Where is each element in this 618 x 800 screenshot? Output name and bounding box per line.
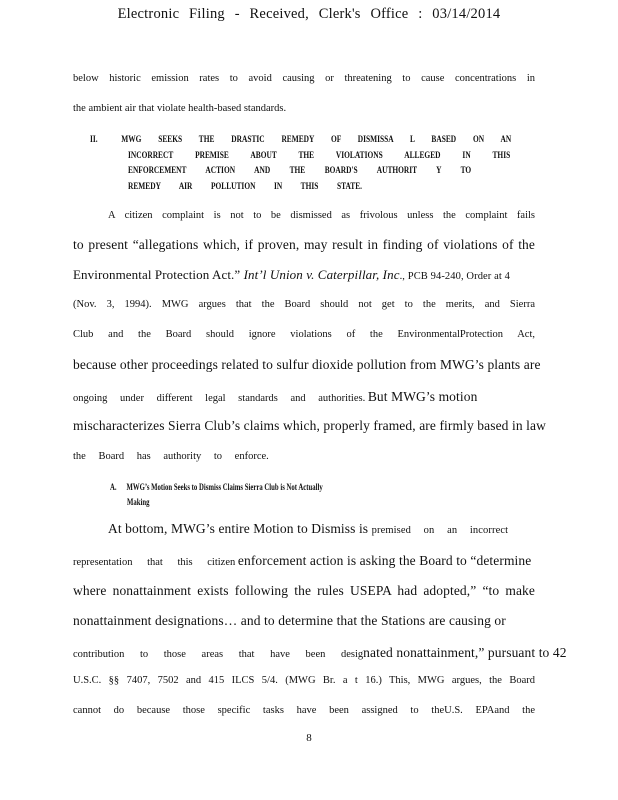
body-line: Club and the Board should ignore violations of the EnvironmentalProtection Act, xyxy=(73,329,535,340)
section-heading-line: INCORRECT PREMISE ABOUT THE VIOLATIONS ALLEGED IN THIS xyxy=(128,151,511,161)
body-line: the ambient air that violate health-based standards. xyxy=(73,103,287,114)
body-line: below historic emission rates to avoid causing or threatening to cause concentrations in xyxy=(73,73,535,84)
body-line: U.S.C. §§ 7407, 7502 and 415 ILCS 5/4. (MWG Br. a t 16.) This, MWG argues, the Board xyxy=(73,675,535,686)
body-line: cannot do because those specific tasks have been assigned to theU.S. EPAand the xyxy=(73,705,535,716)
body-line: representation that this citizen enforcement action is asking the Board to “determine xyxy=(73,553,532,568)
subsection-heading-a-cont: Making xyxy=(127,497,150,507)
body-line: the Board has authority to enforce. xyxy=(73,451,269,462)
body-line: A citizen complaint is not to be dismissed as frivolous unless the complaint fails xyxy=(108,210,535,221)
section-number: II. xyxy=(90,135,98,145)
section-heading-ii xyxy=(90,135,511,145)
page-number: 8 xyxy=(306,732,312,744)
section-heading-ii-cont xyxy=(128,151,510,161)
body-line: where nonattainment exists following the rules USEPA had adopted,” “to make xyxy=(73,583,535,598)
body-line: mischaracterizes Sierra Club’s claims which, properly framed, are firmly based in law xyxy=(73,418,546,433)
body-line: nonattainment designations… and to determine that the Stations are causing or xyxy=(73,613,506,628)
body-line: because other proceedings related to sulfur dioxide pollution from MWG’s plants are xyxy=(73,357,541,372)
body-line: ongoing under different legal standards and authorities. But MWG’s motion xyxy=(73,389,478,404)
body-line: contribution to those areas that have been designated nonattainment,” pursuant to 42 xyxy=(73,645,567,660)
section-heading-line: ENFORCEMENT ACTION AND THE BOARD'S AUTHORIT Y TO xyxy=(128,166,472,176)
subsection-heading-a: A. MWG’s Motion Seeks to Dismiss Claims Sierra Club is Not Actually xyxy=(110,482,323,492)
filing-stamp-header: Electronic Filing - Received, Clerk's Office : 03/14/2014 xyxy=(117,6,501,22)
section-heading-ii-cont xyxy=(128,182,362,192)
section-heading-line: REMEDY AIR POLLUTION IN THIS STATE. xyxy=(128,182,362,192)
body-line: At bottom, MWG’s entire Motion to Dismiss is premised on an incorrect xyxy=(108,521,509,536)
case-citation: Int’l Union v. Caterpillar, Inc xyxy=(243,267,400,282)
body-line: Environmental Protection Act.” Int’l Union v. Caterpillar, Inc., PCB 94-240, Order at 4 xyxy=(73,267,510,282)
section-heading-ii-cont xyxy=(128,166,471,176)
body-line: (Nov. 3, 1994). MWG argues that the Board should not get to the merits, and Sierra xyxy=(73,299,535,310)
section-heading-line: MWG SEEKS THE DRASTIC REMEDY OF DISMISSA L BASED ON AN xyxy=(121,135,512,145)
body-line: to present “allegations which, if proven, may result in finding of violations of the xyxy=(73,237,535,252)
